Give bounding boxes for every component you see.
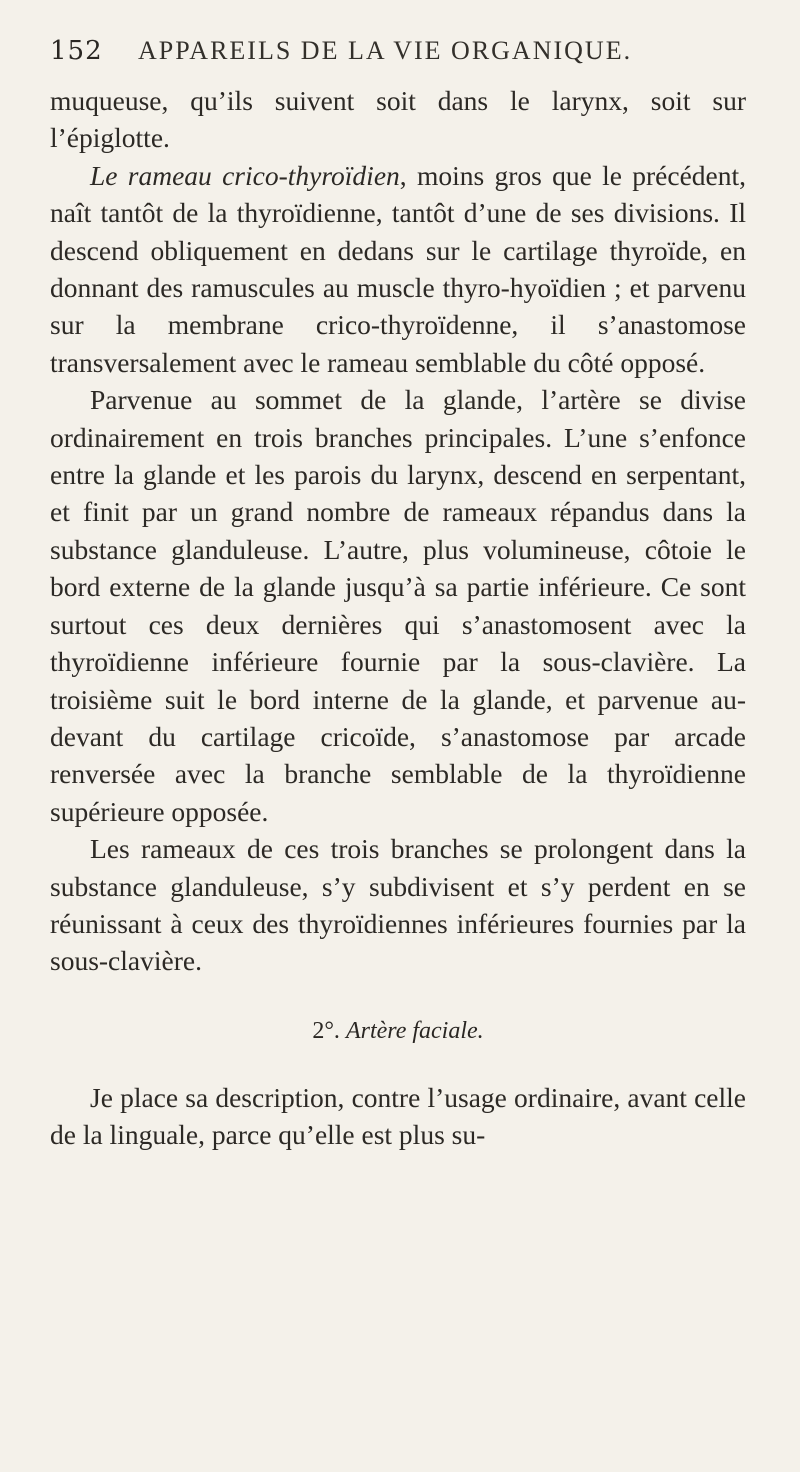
paragraph-continuation: muqueuse, qu’ils suivent soit dans le larynx, soit sur l’épiglotte. — [50, 85, 746, 154]
section-number: 2°. — [312, 1017, 340, 1044]
paragraph-text: , moins gros que le précédent, naît tantôt de la thyroïdienne, tantôt d’une de ses divisions. Il descend obliquement en dedans sur le cartilage thyroïde, en donnant des ramuscules au muscle thyro-hyoïdien ; et parvenu sur la membrane crico-thyroïdenne, il s’anastomose transversalement avec le rameau semblable du côté opposé. — [50, 159, 746, 378]
paragraph-crico-thyroid — [50, 157, 746, 381]
section-heading — [50, 1018, 746, 1045]
section-title: Artère faciale. — [345, 1017, 484, 1044]
running-title: APPAREILS DE LA VIE ORGANIQUE. — [138, 36, 633, 65]
paragraph-final: Je place sa description, contre l’usage ordinaire, avant celle de la linguale, parce qu’elle est plus su- — [50, 1081, 746, 1151]
body-text-continued — [50, 1079, 746, 1154]
page-number: 152 — [50, 36, 103, 66]
running-head — [50, 36, 746, 72]
paragraph-lead-italic: Le rameau crico-thyroïdien — [90, 159, 400, 191]
body-text — [50, 82, 746, 980]
paragraph-gland-summit: Parvenue au sommet de la glande, l’artère se divise ordinairement en trois branches principales. L’une s’enfonce entre la glande et les parois du larynx, descend en serpentant, et finit par un grand nombre de rameaux répandus dans la substance glanduleuse. L’autre, plus volumineuse, côtoie le bord externe de la glande jusqu’à sa partie inférieure. Ce sont surtout ces deux dernières qui s’anastomosent avec la thyroïdienne inférieure fournie par la sous-clavière. La troisième suit le bord interne de la glande, et parvenue au-devant du cartilage cricoïde, s’anastomose par arcade renversée avec la branche semblable de la thyroïdienne supérieure opposée. — [50, 384, 746, 827]
paragraph-branches: Les rameaux de ces trois branches se prolongent dans la substance glanduleuse, s’y subdivisent et s’y perdent en se réunissant à ceux des thyroïdiennes inférieures fournies par la sous-clavière. — [50, 833, 746, 977]
